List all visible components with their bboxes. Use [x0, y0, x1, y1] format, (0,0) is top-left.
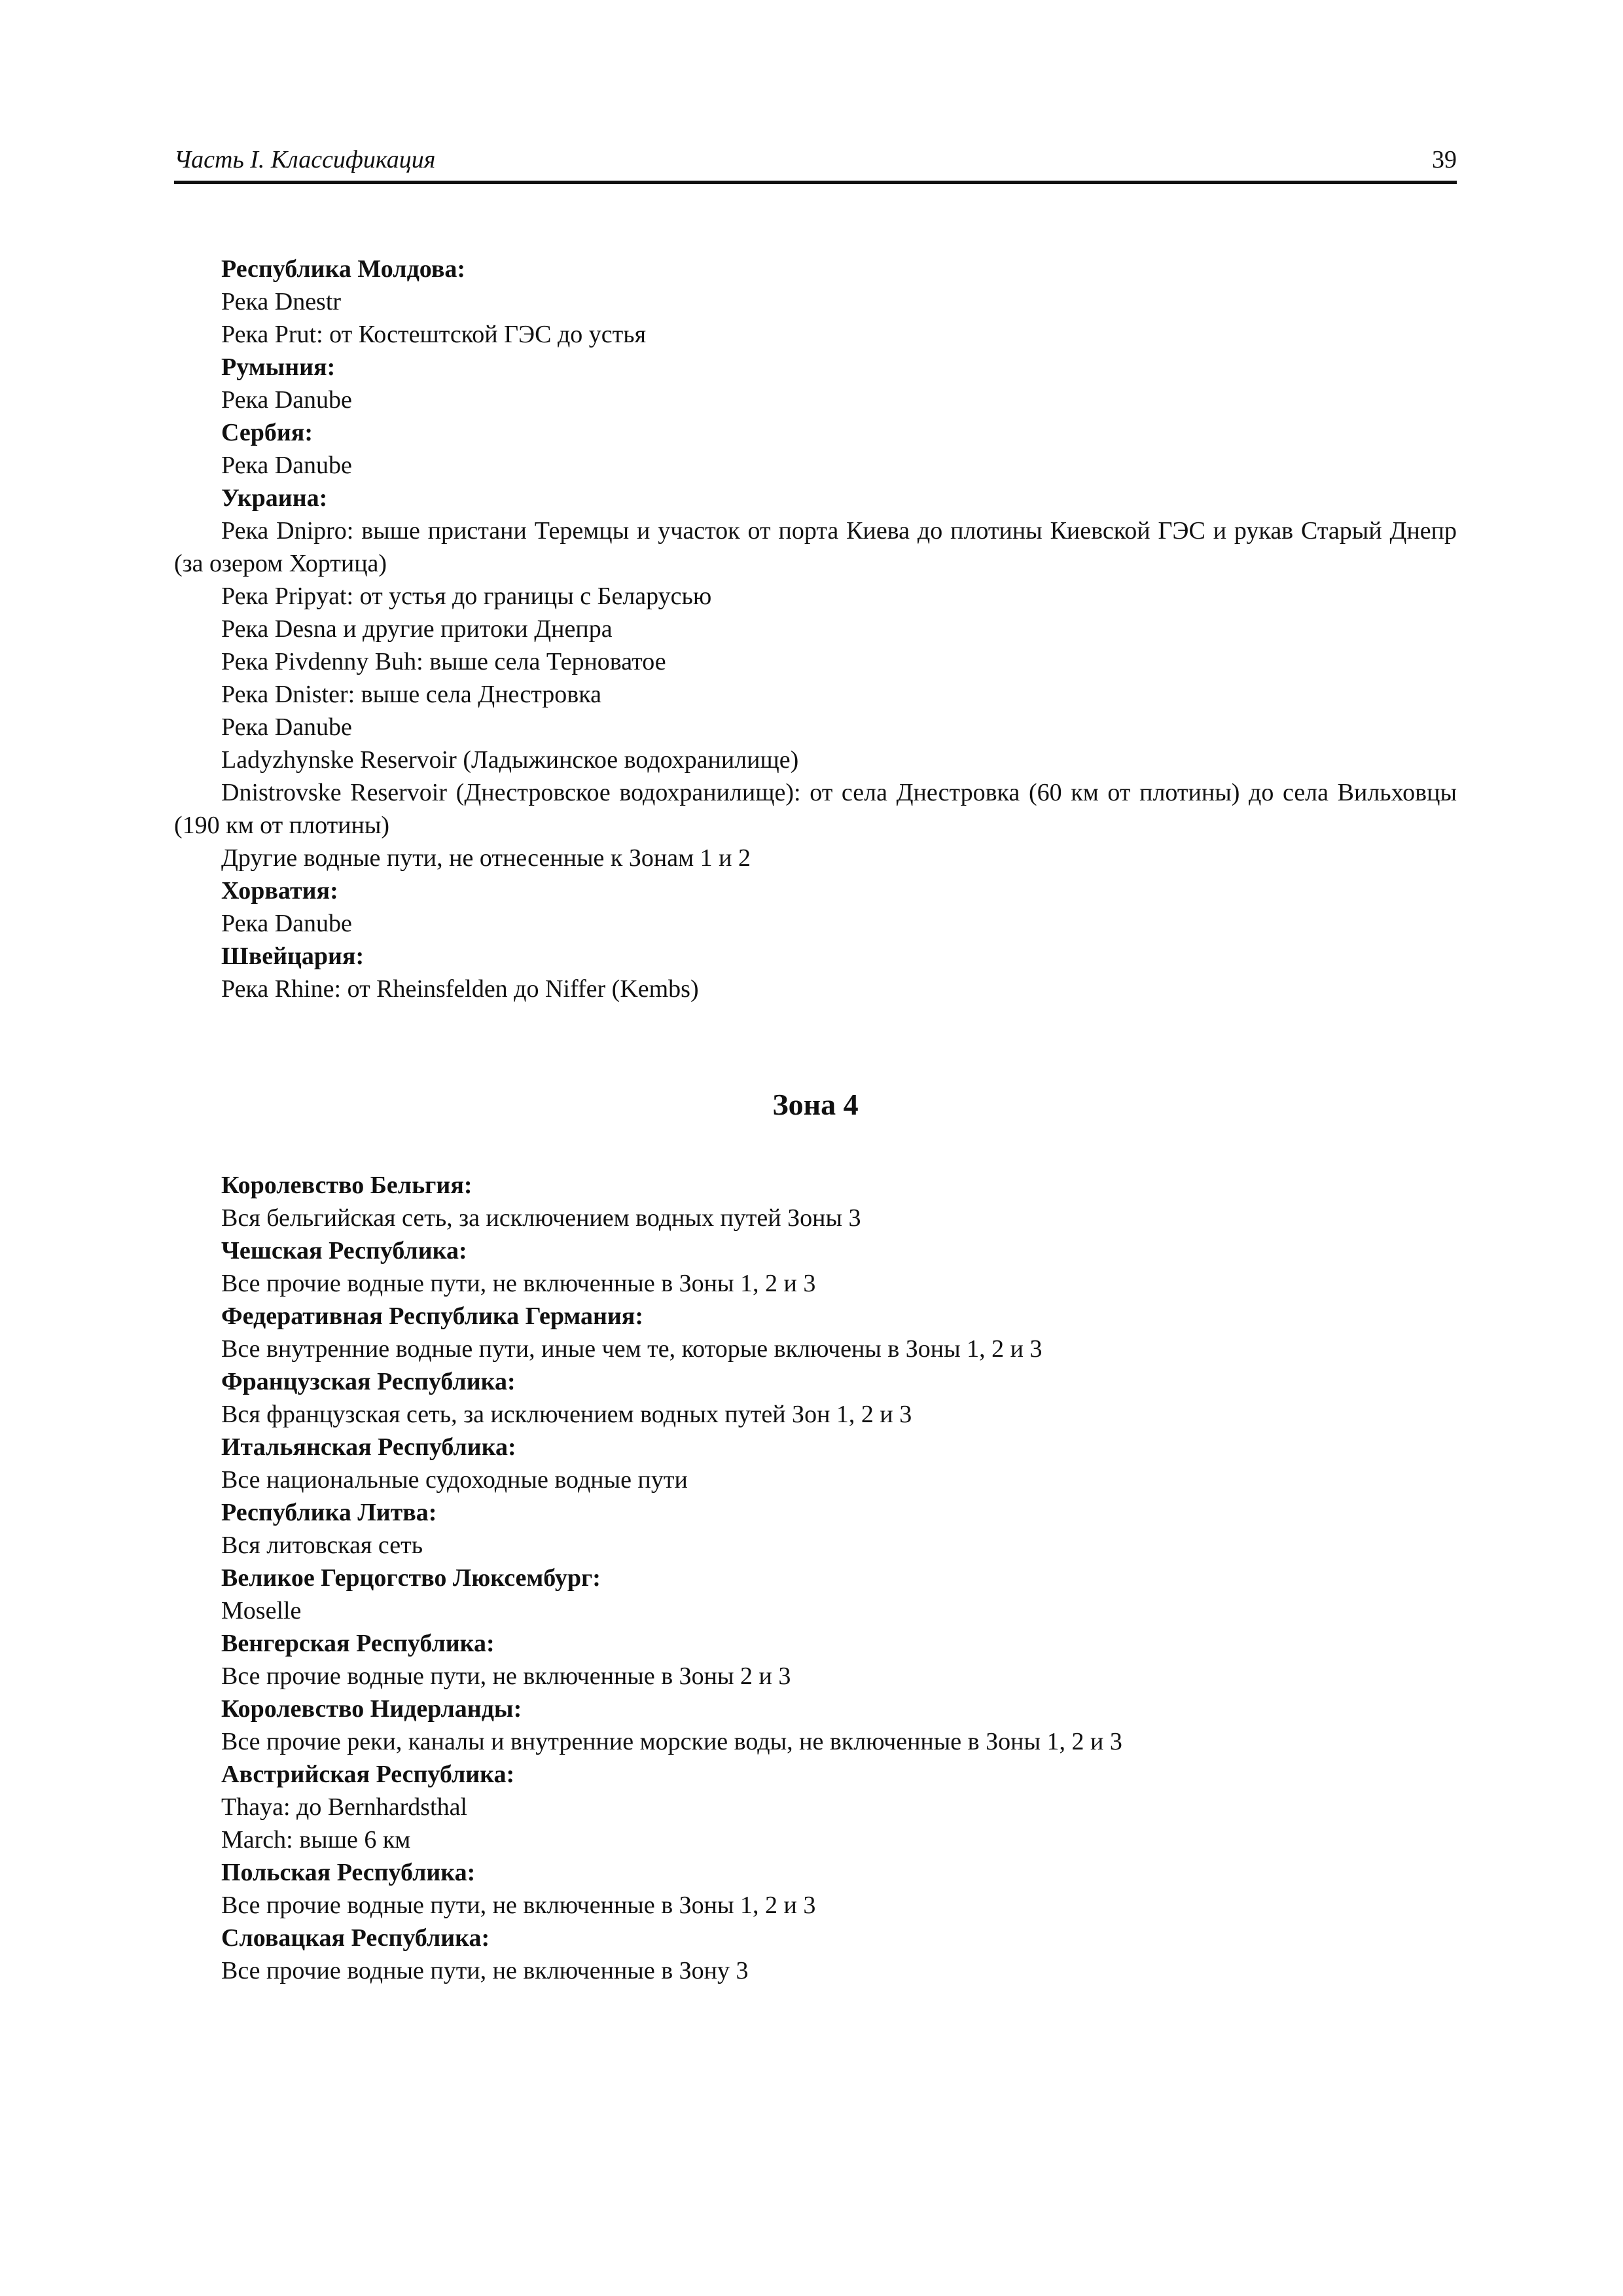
waterway-item: Все прочие водные пути, не включенные в Зоны 1, 2 и 3	[221, 1892, 816, 1919]
country-heading: Польская Республика:	[221, 1859, 476, 1886]
waterway-item: March: выше 6 км	[221, 1826, 411, 1854]
waterway-item: Thaya: до Bernhardsthal	[221, 1793, 467, 1821]
page-header	[174, 143, 1457, 184]
waterway-item: Вся бельгийская сеть, за исключением водных путей Зоны 3	[221, 1204, 861, 1232]
country-heading: Австрийская Республика:	[221, 1761, 515, 1788]
zone4-list	[174, 1169, 1457, 1987]
waterway-item: Все прочие водные пути, не включенные в Зоны 2 и 3	[221, 1662, 791, 1690]
country-heading: Федеративная Республика Германия:	[221, 1302, 643, 1330]
waterway-item: Река Danube	[221, 386, 352, 414]
waterway-item: Река Dnipro: выше пристани Теремцы и участок от порта Киева до плотины Киевской ГЭС и рукав Старый Днепр (за озером Хортица)	[174, 517, 1457, 577]
waterway-item: Река Danube	[221, 910, 352, 937]
country-heading: Словацкая Республика:	[221, 1924, 490, 1952]
waterway-item: Река Dnestr	[221, 288, 342, 315]
country-heading: Королевство Нидерланды:	[221, 1695, 522, 1723]
waterway-item: Река Danube	[221, 452, 352, 479]
zone3-list	[174, 253, 1457, 1005]
country-heading: Сербия:	[221, 419, 313, 446]
waterway-item: Река Danube	[221, 713, 352, 741]
waterway-item: Другие водные пути, не отнесенные к Зонам 1 и 2	[221, 844, 751, 872]
country-heading: Республика Молдова:	[221, 255, 466, 283]
zone-4-heading: Зона 4	[772, 1088, 859, 1121]
country-heading: Украина:	[221, 484, 328, 512]
waterway-item: Река Desna и другие притоки Днепра	[221, 615, 613, 643]
waterway-item: Вся литовская сеть	[221, 1532, 423, 1559]
country-heading: Румыния:	[221, 353, 336, 381]
running-title: Часть I. Классификация	[174, 146, 436, 173]
waterway-item: Все прочие водные пути, не включенные в Зоны 1, 2 и 3	[221, 1270, 816, 1297]
country-heading: Итальянская Республика:	[221, 1433, 516, 1461]
country-heading: Чешская Республика:	[221, 1237, 467, 1265]
waterway-item: Река Rhine: от Rheinsfelden до Niffer (Kembs)	[221, 975, 699, 1003]
country-heading: Французская Республика:	[221, 1368, 516, 1395]
waterway-item: Река Dnister: выше села Днестровка	[221, 681, 602, 708]
country-heading: Хорватия:	[221, 877, 338, 905]
country-heading: Венгерская Республика:	[221, 1630, 495, 1657]
waterway-item: Ladyzhynske Reservoir (Ладыжинское водохранилище)	[221, 746, 799, 774]
waterway-item: Все национальные судоходные водные пути	[221, 1466, 688, 1494]
country-heading: Швейцария:	[221, 942, 365, 970]
page-number: 39	[1432, 146, 1457, 173]
waterway-item: Dnistrovske Reservoir (Днестровское водохранилище): от села Днестровка (60 км от плотины) до села Вильховцы (190 км от плотины)	[174, 779, 1457, 839]
waterway-item: Вся французская сеть, за исключением водных путей Зон 1, 2 и 3	[221, 1401, 912, 1428]
waterway-item: Река Pivdenny Buh: выше села Терноватое	[221, 648, 666, 675]
waterway-item: Все внутренние водные пути, иные чем те, которые включены в Зоны 1, 2 и 3	[221, 1335, 1043, 1363]
waterway-item: Все прочие водные пути, не включенные в Зону 3	[221, 1957, 749, 1984]
country-heading: Великое Герцогство Люксембург:	[221, 1564, 601, 1592]
waterway-item: Все прочие реки, каналы и внутренние морские воды, не включенные в Зоны 1, 2 и 3	[221, 1728, 1122, 1755]
country-heading: Республика Литва:	[221, 1499, 437, 1526]
country-heading: Королевство Бельгия:	[221, 1172, 473, 1199]
waterway-item: Moselle	[221, 1597, 302, 1624]
waterway-item: Река Prut: от Костештской ГЭС до устья	[221, 321, 647, 348]
waterway-item: Река Pripyat: от устья до границы с Беларусью	[221, 583, 712, 610]
